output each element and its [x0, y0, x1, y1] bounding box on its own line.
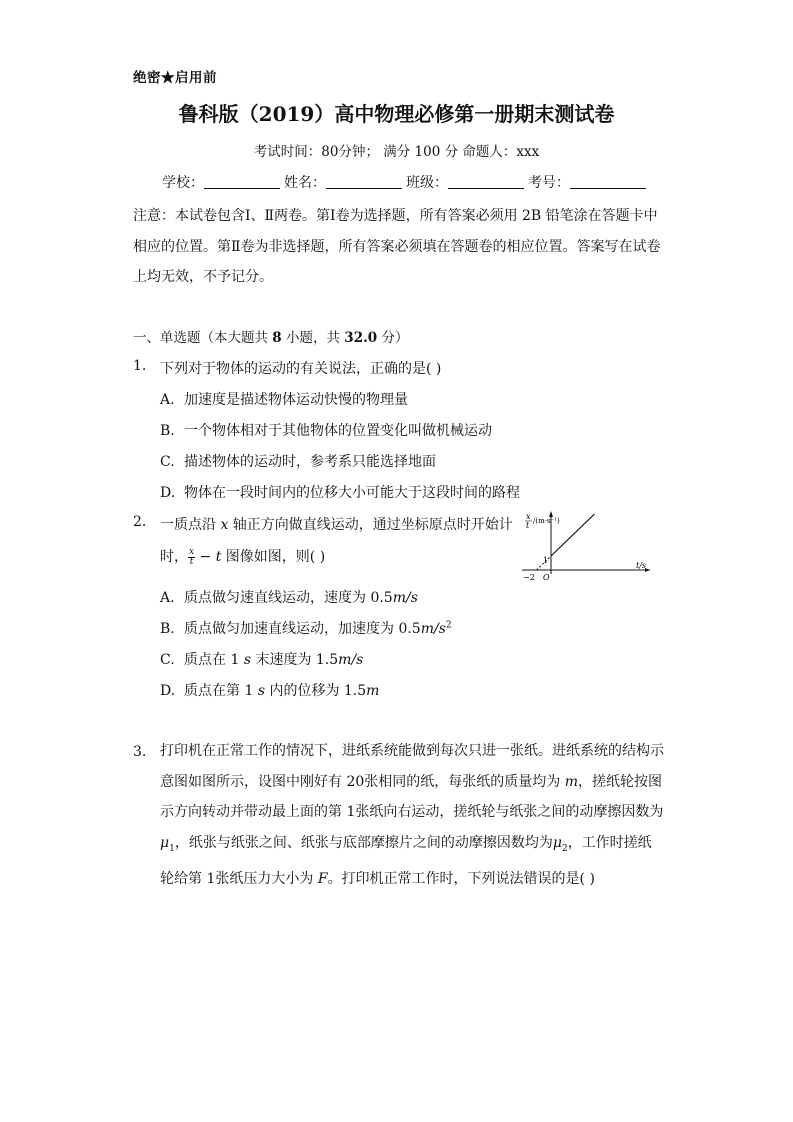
school-blank[interactable]: [204, 174, 280, 189]
option-text: 加速度是描述物体运动快慢的物理量: [184, 392, 408, 408]
option-letter: C.: [160, 454, 175, 470]
section-suffix: 分）: [377, 330, 409, 346]
q2-option-c[interactable]: [160, 649, 363, 669]
number-label: 考号：: [528, 175, 570, 191]
y-unit: /(m·s⁻¹): [533, 517, 560, 525]
option-text: 内的位移为 1.5: [265, 683, 367, 699]
option-unit: m/s: [338, 652, 364, 668]
option-letter: B.: [160, 423, 175, 439]
q3-var-m: m: [564, 773, 578, 790]
option-unit: m/s: [420, 621, 446, 637]
option-letter: B.: [160, 621, 175, 637]
option-text: 描述物体的运动时，参考系只能选择地面: [184, 454, 436, 470]
frac-den: t: [189, 556, 194, 567]
q2-graph: [518, 508, 658, 584]
q2-text: 一质点沿: [160, 517, 221, 533]
q2-text: −: [195, 549, 216, 565]
q1-option-a[interactable]: [160, 389, 408, 409]
neg-label: −2: [523, 573, 535, 582]
q3-mu2: μ: [552, 834, 562, 851]
q2-option-a[interactable]: [160, 587, 418, 607]
q3-stem: [160, 736, 665, 894]
option-unit: m: [366, 683, 380, 699]
q3-sub2: 2: [561, 843, 568, 854]
section-mid: 小题，共: [281, 330, 345, 346]
option-text: 物体在一段时间内的位移大小可能大于这段时间的路程: [184, 485, 520, 501]
q3-number: 3.: [133, 744, 147, 760]
class-label: 班级：: [406, 175, 448, 191]
option-letter: A.: [160, 392, 175, 408]
q3-text: ，纸张与纸张之间、纸张与底部摩擦片之间的动摩擦因数均为: [174, 834, 553, 851]
q3-text: 。打印机正常工作时，下列说法错误的是( ): [327, 870, 595, 887]
y-frac-num: x: [526, 512, 531, 521]
q3-mu1: μ: [160, 834, 170, 851]
student-fields: [162, 172, 650, 192]
option-text: 质点在 1: [184, 652, 244, 668]
option-letter: A.: [160, 590, 175, 606]
q1-option-c[interactable]: [160, 451, 436, 471]
q2-stem-line2: [160, 546, 325, 567]
frac-num: x: [189, 546, 195, 557]
option-sup: 2: [445, 620, 452, 631]
number-blank[interactable]: [570, 174, 646, 189]
q3-sub1: 1: [169, 843, 175, 854]
school-label: 学校：: [162, 175, 204, 191]
q2-text: 图像如图，则( ): [221, 549, 326, 565]
exam-info: 考试时间：80分钟； 满分 100 分 命题人：xxx: [253, 144, 540, 160]
option-letter: C.: [160, 652, 175, 668]
option-letter: D.: [160, 683, 176, 699]
option-text: 质点做匀加速直线运动，加速度为 0.5: [184, 621, 421, 637]
q3-var-f: F: [317, 870, 328, 887]
q2-number: 2.: [133, 514, 147, 530]
q1-option-b[interactable]: [160, 420, 492, 440]
q2-option-d[interactable]: [160, 680, 379, 700]
name-blank[interactable]: [326, 174, 402, 189]
name-label: 姓名：: [284, 175, 326, 191]
q2-text: 时，: [160, 549, 188, 565]
q2-text: 轴正方向做直线运动，通过坐标原点时开始计: [228, 517, 513, 533]
page-title: 鲁科版（2019）高中物理必修第一册期末测试卷: [178, 102, 615, 126]
y-frac-den: t: [526, 521, 530, 530]
section-heading: [133, 326, 408, 346]
q3-text: ，工作时搓纸轮给第 1张纸压力大小为: [160, 834, 652, 887]
option-unit: m/s: [392, 590, 418, 606]
x-axis-label: t/s: [636, 561, 647, 570]
option-text: 质点做匀速直线运动，速度为 0.5: [184, 590, 393, 606]
option-text: 一个物体相对于其他物体的位置变化叫做机械运动: [184, 423, 492, 439]
origin-label: O: [543, 573, 550, 582]
intercept-label: 1: [543, 556, 549, 565]
q2-var-x: x: [220, 517, 229, 533]
section-score: 32.0: [344, 330, 378, 346]
notice-text: 注意：本试卷包含Ⅰ、Ⅱ两卷。第Ⅰ卷为选择题，所有答案必须用 2B 铅笔涂在答题卡中相应的位置。第Ⅱ卷为非选择题，所有答案必须填在答题卷的相应位置。答案写在试卷上均无效，不予记分。: [133, 208, 661, 285]
option-text: 末速度为 1.5: [251, 652, 339, 668]
q1-number: 1.: [133, 358, 147, 374]
option-var: s: [257, 683, 265, 699]
q3-text: ，搓纸轮按图示方向转动并带动最上面的第 1张纸向右运动，搓纸轮与纸张之间的动摩擦因数为: [160, 773, 664, 820]
option-letter: D.: [160, 485, 176, 501]
class-blank[interactable]: [448, 174, 524, 189]
q2-stem-line1: [160, 514, 513, 534]
q3-text: 打印机在正常工作的情况下，进纸系统能做到每次只进一张纸。进纸系统的结构示意图如图所示，设图中刚好有 20张相同的纸，每张纸的质量均为: [160, 743, 664, 790]
secret-label: 绝密★启用前: [133, 70, 217, 86]
q2-option-b[interactable]: [160, 618, 452, 638]
section-prefix: 一、单选题（本大题共: [133, 330, 273, 346]
section-count: 8: [272, 330, 282, 346]
q1-stem: 下列对于物体的运动的有关说法，正确的是( ): [160, 361, 442, 377]
q2-var-t: t: [215, 549, 222, 565]
q1-option-d[interactable]: [160, 482, 520, 502]
option-text: 质点在第 1: [184, 683, 258, 699]
option-var: s: [243, 652, 251, 668]
